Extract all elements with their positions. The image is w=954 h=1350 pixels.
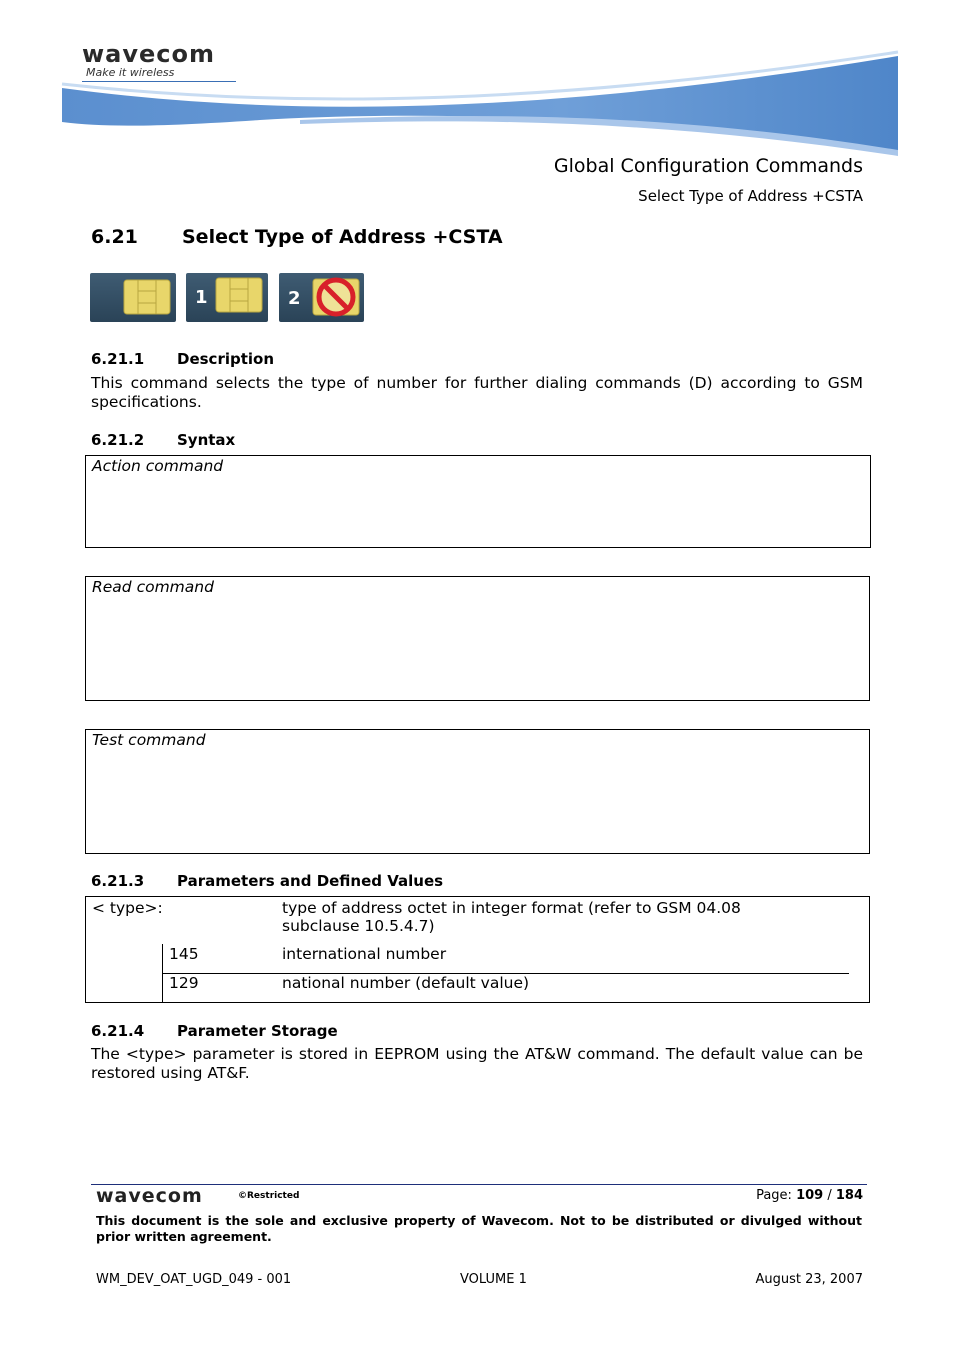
chapter-title: Global Configuration Commands <box>553 155 863 177</box>
parameters-heading <box>91 872 443 890</box>
section-title: Select Type of Address +CSTA <box>182 226 503 248</box>
action-command-box <box>85 455 871 548</box>
section-subtitle: Select Type of Address +CSTA <box>638 187 863 205</box>
page-label: Page: <box>756 1188 797 1203</box>
page-current: 109 <box>796 1188 824 1203</box>
page-total: 184 <box>835 1188 863 1203</box>
document-id: WM_DEV_OAT_UGD_049 - 001 <box>96 1272 292 1287</box>
sim-number-label: 2 <box>288 288 301 309</box>
param-description-line1: type of address octet in integer format (refer to GSM 04.08 <box>282 899 741 917</box>
description-text: This command selects the type of number for further dialing commands (D) according to GSM specifications. <box>91 374 863 411</box>
page-separator: / <box>823 1188 836 1203</box>
header-wave-graphic <box>0 0 954 160</box>
section-number: 6.21 <box>91 226 138 248</box>
read-command-box <box>85 576 870 701</box>
value-145-meaning: international number <box>282 945 447 963</box>
value-145: 145 <box>169 945 199 963</box>
parameters-table <box>85 896 870 1003</box>
read-command-label: Read command <box>92 578 214 596</box>
syntax-heading <box>91 431 235 449</box>
footer-restricted: ©Restricted <box>238 1191 300 1201</box>
storage-title: Parameter Storage <box>177 1022 338 1040</box>
syntax-number: 6.21.2 <box>91 431 145 449</box>
syntax-title: Syntax <box>177 431 236 449</box>
sim-card-icon <box>90 273 176 322</box>
test-command-box <box>85 729 870 854</box>
description-number: 6.21.1 <box>91 350 145 368</box>
description-heading <box>91 350 274 368</box>
sim-card-1-icon <box>186 273 268 322</box>
storage-heading <box>91 1022 338 1040</box>
action-command-label: Action command <box>92 457 224 475</box>
logo-divider <box>82 81 236 82</box>
param-name: < type>: <box>92 899 163 917</box>
param-description-line2: subclause 10.5.4.7) <box>282 917 435 935</box>
sim-number-label: 1 <box>195 287 208 308</box>
value-129-meaning: national number (default value) <box>282 974 530 992</box>
description-title: Description <box>177 350 275 368</box>
footer-wavecom-logo: wavecom <box>96 1185 203 1207</box>
storage-text: The <type> parameter is stored in EEPROM using the AT&W command. The default value can be restored using AT&F. <box>91 1045 863 1082</box>
parameters-number: 6.21.3 <box>91 872 145 890</box>
test-command-label: Test command <box>92 731 206 749</box>
footer-divider <box>91 1184 867 1185</box>
parameters-title: Parameters and Defined Values <box>177 872 444 890</box>
logo-tagline: Make it wireless <box>86 66 175 79</box>
section-heading <box>91 226 503 248</box>
document-volume: VOLUME 1 <box>460 1272 527 1287</box>
footer-notice: This document is the sole and exclusive property of Wavecom. Not to be distributed or divulged without prior written agreement. <box>96 1213 862 1244</box>
sim-card-2-forbidden-icon <box>279 273 364 322</box>
wavecom-logo: wavecom <box>82 40 216 68</box>
page-number <box>756 1188 863 1203</box>
document-date: August 23, 2007 <box>755 1272 863 1287</box>
value-129: 129 <box>169 974 199 992</box>
storage-number: 6.21.4 <box>91 1022 145 1040</box>
